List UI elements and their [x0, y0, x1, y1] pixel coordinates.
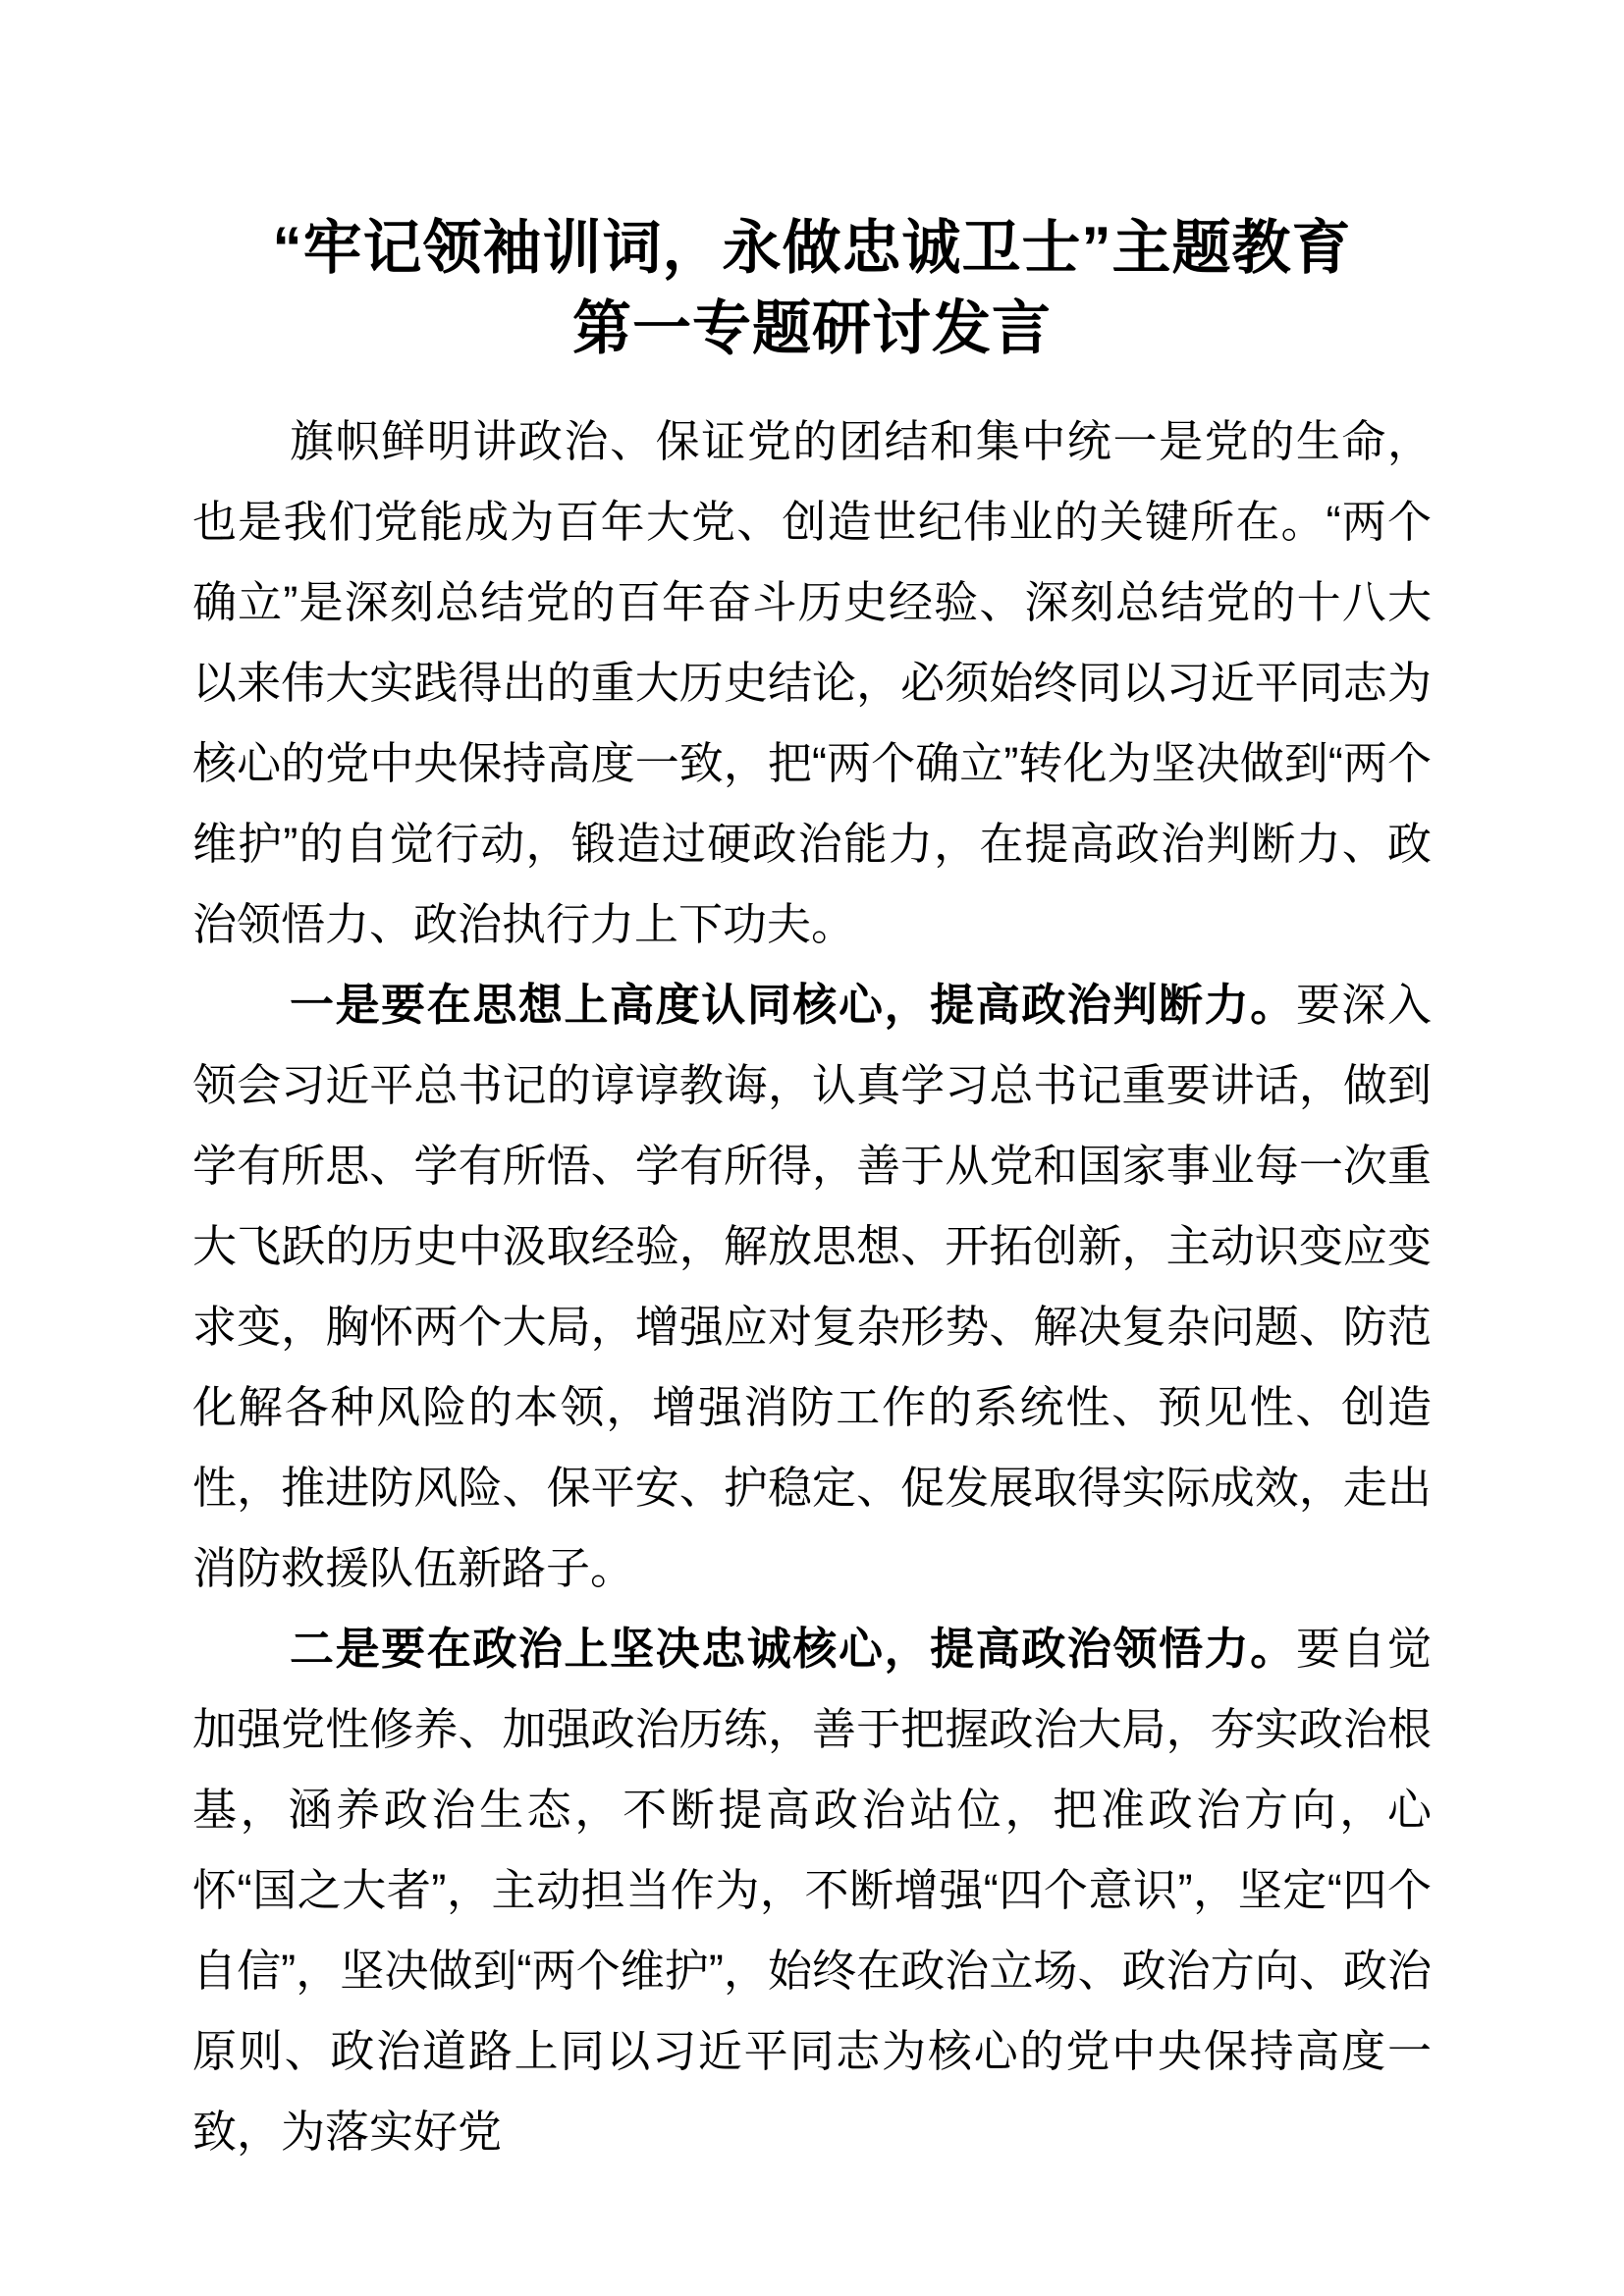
document-title — [192, 208, 1432, 369]
body-paragraph-3 — [192, 1609, 1432, 2172]
paragraph-3-text: 要自觉加强党性修养、加强政治历练，善于把握政治大局，夯实政治根基，涵养政治生态，不断提高政治站位，把准政治方向，心怀“国之大者”，主动担当作为，不断增强“四个意识”，坚定“四个自信”，坚决做到“两个维护”，始终在政治立场、政治方向、政治原则、政治道路上同以习近平同志为核心的党中央保持高度一致，为落实好党 — [192, 1624, 1432, 2157]
paragraph-2-text: 要深入领会习近平总书记的谆谆教诲，认真学习总书记重要讲话，做到学有所思、学有所悟、学有所得，善于从党和国家事业每一次重大飞跃的历史中汲取经验，解放思想、开拓创新，主动识变应变求变，胸怀两个大局，增强应对复杂形势、解决复杂问题、防范化解各种风险的本领，增强消防工作的系统性、预见性、创造性，推进防风险、保平安、护稳定、促发展取得实际成效，走出消防救援队伍新路子。 — [192, 980, 1432, 1593]
document-body — [192, 401, 1432, 2172]
title-line-1: “牢记领袖训词，永做忠诚卫士”主题教育 — [272, 215, 1352, 281]
body-paragraph-2 — [192, 965, 1432, 1609]
title-line-2: 第一专题研讨发言 — [572, 295, 1052, 361]
paragraph-2-lead: 一是要在思想上高度认同核心，提高政治判断力。 — [290, 980, 1296, 1030]
paragraph-3-lead: 二是要在政治上坚决忠诚核心，提高政治领悟力。 — [290, 1624, 1296, 1674]
body-paragraph-1 — [192, 401, 1432, 965]
paragraph-1-text: 旗帜鲜明讲政治、保证党的团结和集中统一是党的生命，也是我们党能成为百年大党、创造世纪伟业的关键所在。“两个确立”是深刻总结党的百年奋斗历史经验、深刻总结党的十八大以来伟大实践得出的重大历史结论，必须始终同以习近平同志为核心的党中央保持高度一致，把“两个确立”转化为坚决做到“两个维护”的自觉行动，锻造过硬政治能力，在提高政治判断力、政治领悟力、政治执行力上下功夫。 — [192, 416, 1432, 949]
